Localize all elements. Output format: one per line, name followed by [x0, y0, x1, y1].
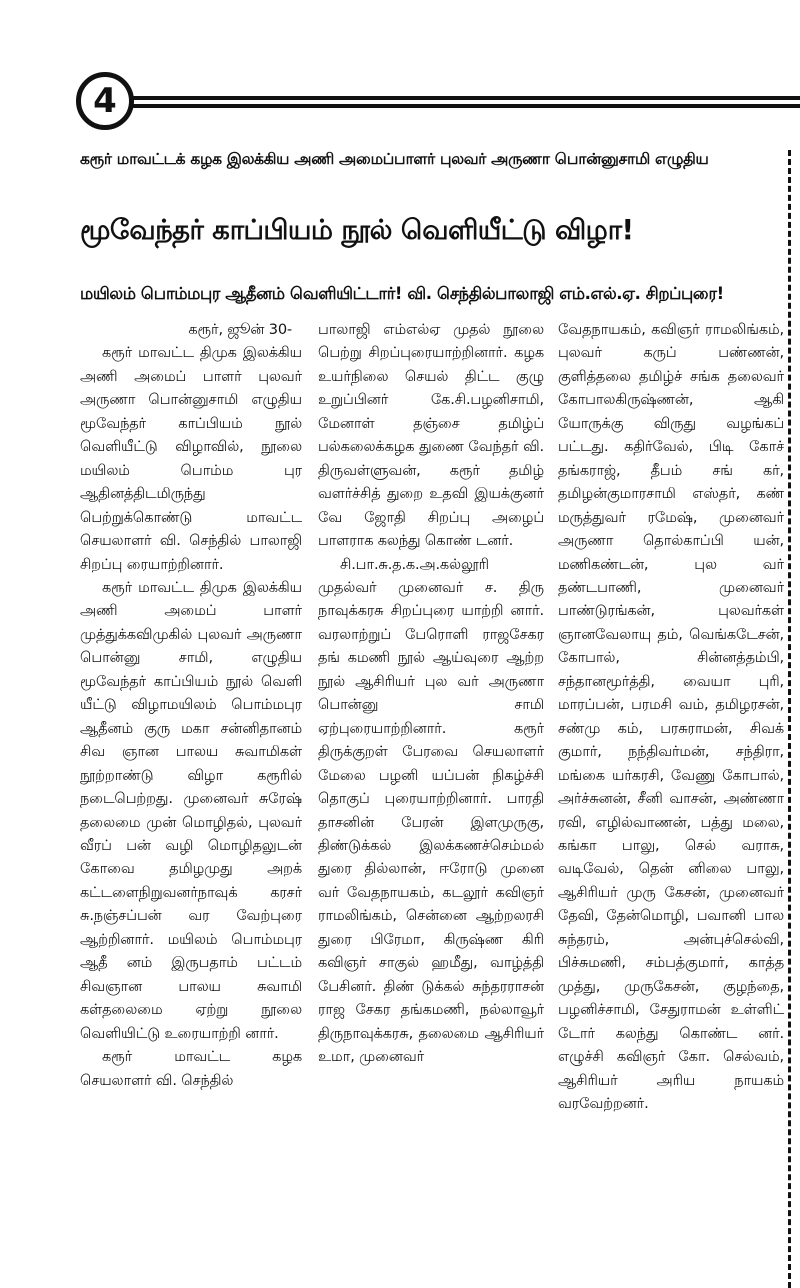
- article-column-2: [318, 318, 544, 1288]
- body-paragraph: வேதநாயகம், கவிஞர் ராமலிங்கம், புலவர் கருப் பண்ணன், குளித்தலை தமிழ்ச் சங்க தலைவர் கோபாலகிருஷ்ணன், ஆகி யோருக்கு விருது வழங்கப் பட்டது. கதிர்வேல், பிடி கோச் தங்கராஜ், தீபம் சங் கர், தமிழன்குமாரசாமி எஸ்தர், கண் மருத்துவர் ரமேஷ், முனைவர் அருணா தொல்காப்பி யன், மணிகண்டன், புல வர் தண்டபாணி, முனைவர் பாண்டுரங்கன், புலவர்கள் ஞானவேலாயு தம், வெங்கடேசன், கோபால், சின்னத்தம்பி, சந்தானமூர்த்தி, வையா புரி, மாரப்பன், பரமசி வம், தமிழரசன், சண்மு கம், பரசுராமன், சிவக் குமார், நந்திவர்மன், சந்திரா, மங்கை யர்கரசி, வேணு கோபால், அர்ச்சுனன், சீனி வாசன், அண்ணா ரவி, எழில்வாணன், பத்து மலை, கங்கா பாலு, செல் வராசு, வடிவேல், தென் னிலை பாலு, ஆசிரியர் முரு கேசன், முனைவர் தேவி, தேன்மொழி, பவானி பால சுந்தரம், அன்புச்செல்வி, பிச்சுமணி, சம்பத்குமார், காத்த முத்து, முருகேசன், குழந்தை, பழனிச்சாமி, சேதுராமன் உள்ளிட் டோர் கலந்து கொண்ட னர். எழுச்சி கவிஞர் கோ. செல்வம், ஆசிரியர் அரிய நாயகம் வரவேற்றனர்.: [558, 321, 784, 1112]
- page-number-badge: [76, 72, 134, 130]
- body-paragraph: சி.பா.சு.த.க.அ.கல்லூரி முதல்வர் முனைவர் ச. திரு நாவுக்கரசு சிறப்புரை யாற்றி னார். வரலாற்றுப் பேரொளி ராஜசேகர தங் கமணி நூல் ஆய்வுரை ஆற்ற நூல் ஆசிரியர் புல வர் அருணா பொன்னு சாமி ஏற்புரையாற்றினார். கரூர் திருக்குறள் பேரவை செயலாளர் மேலை பழனி யப்பன் நிகழ்ச்சி தொகுப் புரையாற்றினார். பாரதி தாசனின் பேரன் இளமுருகு, திண்டுக்கல் இலக்கணச்செம்மல் துரை தில்லான், ஈரோடு முனை வர் வேதநாயகம், கடலூர் கவிஞர் ராமலிங்கம், சென்னை ஆற்றலரசி துரை பிரேமா, கிருஷ்ண கிரி கவிஞர் சாகுல் ஹமீது, வாழ்த்தி பேசினர். திண் டுக்கல் சுந்தரராசன் ராஜ சேகர தங்கமணி, நல்லாவூர் திருநாவுக்கரசு, தலைமை ஆசிரியர் உமா, முனைவர்: [318, 555, 544, 1066]
- article-subhead: மயிலம் பொம்மபுர ஆதீனம் வெளியிட்டார்! வி. செந்தில்பாலாஜி எம்.எல்.ஏ. சிறப்புரை!: [80, 284, 724, 303]
- header-rule-bottom: [130, 104, 800, 108]
- body-paragraph: கரூர் மாவட்ட திமுக இலக்கிய அணி அமைப் பாளர் முத்துக்கவிமுகில் புலவர் அருணா பொன்னு சாமி, எழுதிய மூவேந்தர் காப்பியம் நூல் வெளி யீட்டு விழாமயிலம் பொம்மபுர ஆதீனம் குரு மகா சன்னிதானம் சிவ ஞான பாலய சுவாமிகள் நூற்றாண்டு விழா கரூரில் நடைபெற்றது. முனைவர் சுரேஷ் தலைமை முன் மொழிதல், புலவர் வீரப் பன் வழி மொழிதலுடன் கோவை தமிழமுது அறக் கட்டளைநிறுவனர்நாவுக் கரசர் சு.நஞ்சப்பன் வர வேற்புரை ஆற்றினார். மயிலம் பொம்மபுர ஆதீ னம் இருபதாம் பட்டம் சிவஞான பாலய சுவாமி கள்தலைமை ஏற்று நூலை வெளியிட்டு உரையாற்றி னார்.: [80, 578, 302, 1042]
- page-number: 4: [93, 81, 117, 121]
- body-paragraph: கரூர் மாவட்ட திமுக இலக்கிய அணி அமைப் பாளர் புலவர் அருணா பொன்னுசாமி எழுதிய மூவேந்தர் காப்பியம் நூல் வெளியீட்டு விழாவில், நூலை மயிலம் பொம்ம புர ஆதினத்திடமிருந்து பெற்றுக்கொண்டு மாவட்ட செயலாளர் வி. செந்தில் பாலாஜி சிறப்பு ரையாற்றினார்.: [80, 344, 302, 573]
- article-headline: மூவேந்தர் காப்பியம் நூல் வெளியீட்டு விழா!: [80, 214, 634, 246]
- dateline: கரூர், ஜூன் 30-: [188, 321, 292, 338]
- column-dashed-border: [788, 150, 791, 1288]
- body-paragraph: கரூர் மாவட்ட கழக செயலாளர் வி. செந்தில்: [80, 1048, 302, 1089]
- article-column-3: [558, 318, 784, 1288]
- body-paragraph: பாலாஜி எம்எல்ஏ முதல் நூலை பெற்று சிறப்புரையாற்றினார். கழக உயர்நிலை செயல் திட்ட குழு உறுப்பினர் கே.சி.பழனிசாமி, மேனாள் தஞ்சை தமிழ்ப் பல்கலைக்கழக துணை வேந்தர் வி. திருவள்ளுவன், கரூர் தமிழ் வளர்ச்சித் துறை உதவி இயக்குனர் வே ஜோதி சிறப்பு அழைப் பாளராக கலந்து கொண் டனர்.: [318, 321, 544, 550]
- article-column-1: [80, 318, 302, 1288]
- article-kicker: கரூர் மாவட்டக் கழக இலக்கிய அணி அமைப்பாளர் புலவர் அருணா பொன்னுசாமி எழுதிய: [80, 150, 709, 168]
- header-rule-top: [130, 96, 800, 100]
